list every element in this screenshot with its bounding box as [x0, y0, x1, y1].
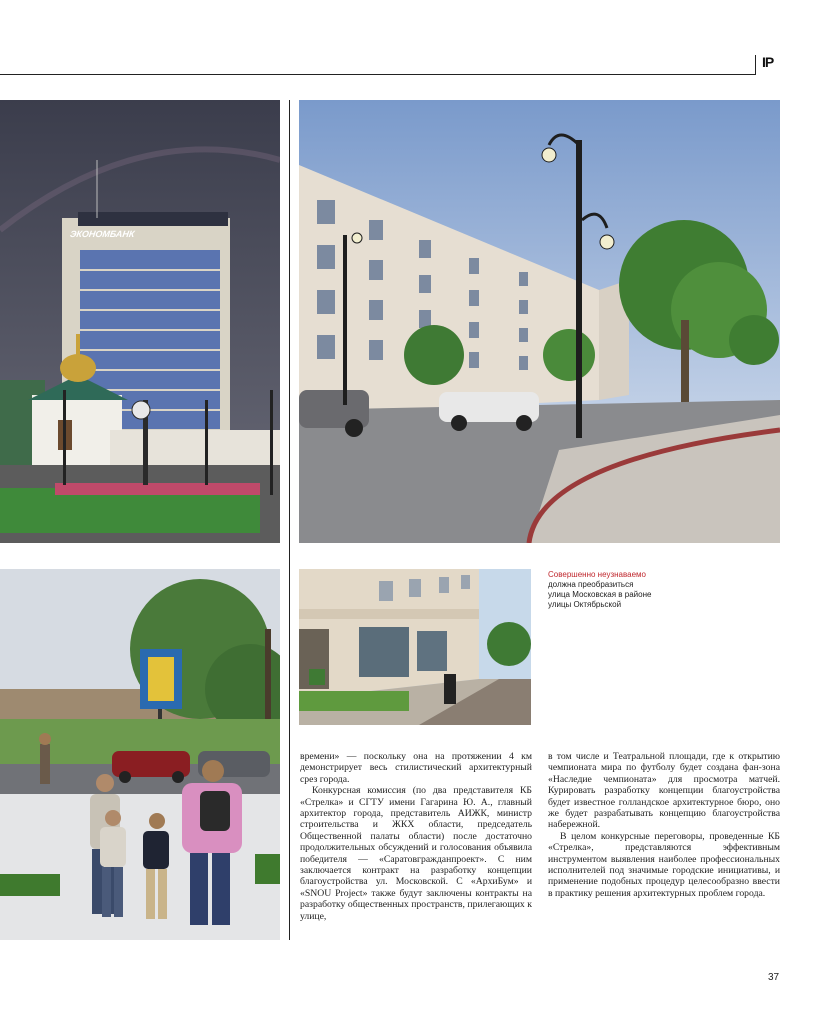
- paragraph: в том числе и Театральной площади, где к открытию чемпионата мира по футболу будет создана фан-зона «Наследие чемпионата» для просмотра матчей. Курировать разработку концепции благоустройства будет известное голландское архитектурное бюро, оно же будет разрабатывать концепцию благоустройства набережной.: [548, 751, 780, 831]
- caption-highlight: Совершенно неузнаваемо: [548, 570, 646, 579]
- paragraph: времени» — поскольку она на протяжении 4 км демонстрирует весь стилистический архитектурный срез города.: [300, 751, 532, 785]
- magazine-logo: IP: [762, 54, 774, 70]
- paragraph: Конкурсная комиссия (по два представителя КБ «Стрелка» и СГТУ имени Гагарина Ю. А., главный архитектор города, представитель АИЖК, министр строительства и ЖКХ области, председатель Общественной палаты области) после достаточно продолжительных обсуждений и голосования объявила победителя — «Саратовгражданпроект». С ним заключается контракт на разработку концепции благоустройства ул. Московской. С «АрхиБум» и «SNOU Project» также будут заключены контракты на разработку общественных пространств, прилегающих к улице,: [300, 785, 532, 922]
- photo-corner-cafe: [299, 569, 531, 725]
- bank-sign: ЭКОНОМБАНК: [69, 229, 136, 239]
- logo-separator: [755, 55, 756, 75]
- photo-avenue: [299, 100, 780, 543]
- text-column-2: [548, 751, 780, 899]
- caption-line: улицы Октябрьской: [548, 600, 622, 609]
- column-divider: [289, 100, 290, 940]
- photo-caption: [548, 570, 778, 610]
- caption-line: должна преобразиться: [548, 580, 634, 589]
- paragraph: В целом конкурсные переговоры, проведенные КБ «Стрелка», представляются эффективным инструментом выявления наиболее профессиональных исполнителей под значимые городские инициативы, и применение подобных процедур целесообразно ввести в практику решения архитектурных проблем города.: [548, 830, 780, 899]
- photo-family-street: [0, 569, 280, 940]
- page-number: 37: [768, 972, 780, 983]
- text-column-1: [300, 751, 532, 922]
- header-rule: [0, 74, 756, 75]
- caption-line: улица Московская в районе: [548, 590, 652, 599]
- photo-bank-square: [0, 100, 280, 543]
